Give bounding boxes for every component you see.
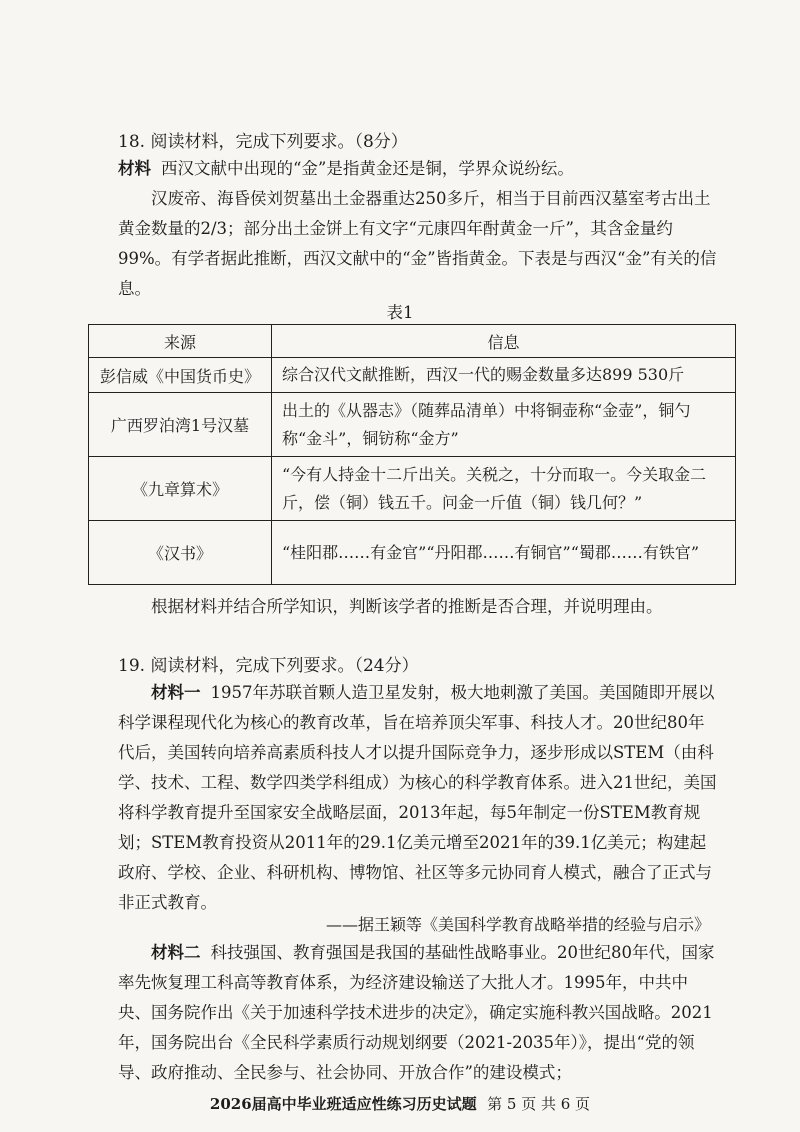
info-table — [88, 324, 736, 585]
table-header-source: 来源 — [89, 325, 272, 358]
material-label: 材料 — [118, 159, 151, 178]
table-cell-info: “桂阳郡……有金官”“丹阳郡……有铜官”“蜀郡……有铁官” — [272, 521, 736, 585]
q18-title: 18. 阅读材料，完成下列要求。（8分） — [118, 132, 408, 152]
q19-material-one — [118, 678, 718, 918]
table-row — [89, 457, 736, 521]
q18-question: 根据材料并结合所学知识，判断该学者的推断是否合理，并说明理由。 — [151, 597, 663, 616]
footer-exam-title: 2026届高中毕业班适应性练习历史试题 — [209, 1095, 477, 1113]
table-row — [89, 521, 736, 585]
page-footer — [0, 1093, 800, 1114]
q18-material-intro — [118, 154, 718, 184]
table-cell-info: 综合汉代文献推断，西汉一代的赐金数量多达899 530斤 — [272, 358, 736, 393]
table-row — [89, 393, 736, 457]
table-cell-source: 广西罗泊湾1号汉墓 — [89, 393, 272, 457]
material-line1: 西汉文献中出现的“金”是指黄金还是铜，学界众说纷纭。 — [161, 159, 574, 178]
table-cell-source: 《汉书》 — [89, 521, 272, 585]
table-cell-source: 《九章算术》 — [89, 457, 272, 521]
table-row — [89, 358, 736, 393]
table-header-row — [89, 325, 736, 358]
material-two-text: 科技强国、教育强国是我国的基础性战略事业。20世纪80年代，国家率先恢复理工科高等教育体系，为经济建设输送了大批人才。1995年，中共中央、国务院作出《关于加速科学技术进步的决定》，确定实施科教兴国战略。2021年，国务院出台《全民科学素质行动规划纲要（2021-2035年）》，提出“党的领导、政府推动、全民参与、社会协同、开放合作”的建设模式； — [118, 943, 715, 1082]
material-one-source: ——据王颖等《美国科学教育战略举措的经验与启示》 — [325, 915, 710, 934]
table-cell-source: 彭信威《中国货币史》 — [89, 358, 272, 393]
q18-material-paragraph: 汉废帝、海昏侯刘贺墓出土金器重达250多斤，相当于目前西汉墓室考古出土黄金数量的2/3；部分出土金饼上有文字“元康四年酎黄金一斤”，其含金量约99%。有学者据此推断，西汉文献中的“金”皆指黄金。下表是与西汉“金”有关的信息。 — [118, 189, 717, 298]
table-cell-info: “今有人持金十二斤出关。关税之，十分而取一。今关取金二斤，偿（铜）钱五千。问金一斤值（铜）钱几何？” — [272, 457, 736, 521]
q19-material-two — [118, 938, 718, 1088]
material-two-label: 材料二 — [151, 943, 201, 962]
q19-title: 19. 阅读材料，完成下列要求。（24分） — [118, 656, 419, 676]
table-cell-info: 出土的《从器志》（随葬品清单）中将铜壶称“金壶”，铜勺称“金斗”，铜钫称“金方” — [272, 393, 736, 457]
table-caption: 表1 — [386, 303, 414, 322]
material-one-text: 1957年苏联首颗人造卫星发射，极大地刺激了美国。美国随即开展以科学课程现代化为核心的教育改革，旨在培养顶尖军事、科技人才。20世纪80年代后，美国转向培养高素质科技人才以提升国际竞争力，逐步形成以STEM（由科学、技术、工程、数学四类学科组成）为核心的科学教育体系。进入21世纪，美国将科学教育提升至国家安全战略层面，2013年起，每5年制定一份STEM教育规划；STEM教育投资从2011年的29.1亿美元增至2021年的39.1亿美元；构建起政府、学校、企业、科研机构、博物馆、社区等多元协同育人模式，融合了正式与非正式教育。 — [118, 683, 717, 912]
footer-page-number: 第 5 页 共 6 页 — [487, 1095, 591, 1113]
table-header-info: 信息 — [272, 325, 736, 358]
material-one-label: 材料一 — [151, 683, 201, 702]
